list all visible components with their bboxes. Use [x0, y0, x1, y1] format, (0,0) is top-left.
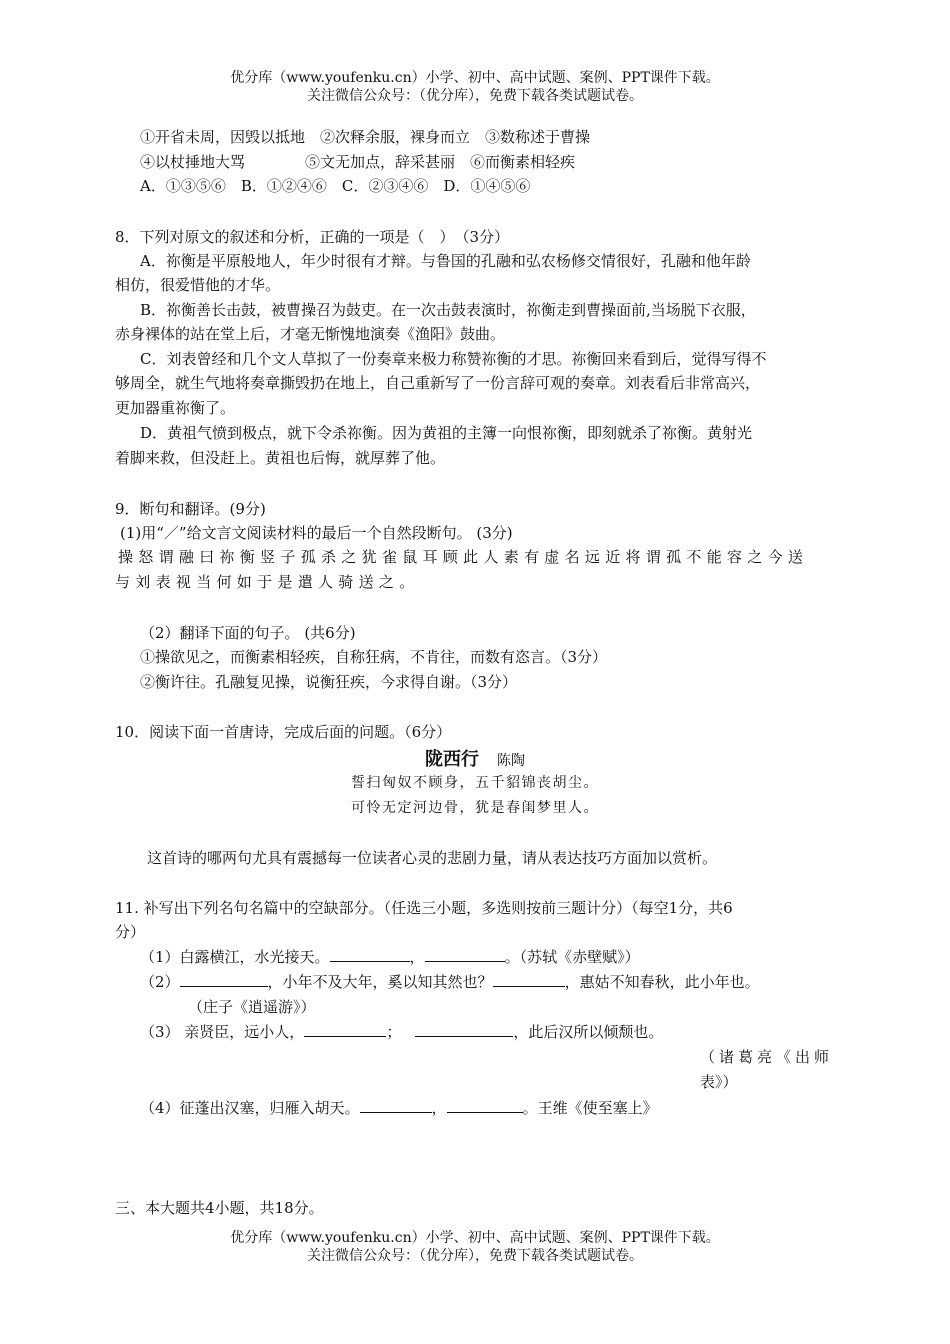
poem-line-2: 可怜无定河边骨，犹是春闺梦里人。 [351, 800, 599, 816]
q8-option-c-line-3: 更加器重祢衡了。 [115, 399, 236, 417]
q11-stem-line-2: 分） [115, 923, 146, 941]
q9-punctuation-text-line-2: 与刘表视当何如于是遣人骑送之。 [115, 573, 420, 591]
q7-options-row-1: ①开省未周，因毁以抵地 ②次释余服，裸身而立 ③数称述于曹操 [140, 128, 591, 146]
answer-blank[interactable] [330, 947, 410, 962]
answer-blank[interactable] [447, 1098, 523, 1113]
q11-item-2: （2） ，小年不及大年，奚以知其然也？ ，惠姑不知春秋，此小年也。 [140, 973, 760, 991]
section-3-heading: 三、本大题共4小题，共18分。 [115, 1199, 324, 1217]
q9-sentence-2: ②衡许往。孔融复见操，说衡狂疾，今求得自谢。（3分） [140, 673, 518, 691]
q11-item-4: （4）征蓬出汉塞，归雁入胡天。 ， 。王维《使至塞上》 [140, 1099, 658, 1117]
q8-option-c-line-1: C．刘表曾经和几个文人草拟了一份奏章来极力称赞祢衡的才思。祢衡回来看到后，觉得写得不 [140, 350, 767, 368]
q9-stem: 9．断句和翻译。(9分) [115, 500, 266, 518]
q11-item-1: （1）白露横江，水光接天。 ， 。（苏轼《赤壁赋》） [140, 948, 640, 966]
q8-option-b-line-2: 赤身裸体的站在堂上后，才毫无惭愧地演奏《渔阳》鼓曲。 [115, 325, 506, 343]
footer-line-2: 关注微信公众号：（优分库），免费下载各类试题试卷。 [307, 1248, 643, 1264]
q8-option-a-line-1: A．祢衡是平原般地人，年少时很有才辩。与鲁国的孔融和弘农杨修交情很好，孔融和他年龄 [140, 252, 751, 270]
q8-stem: 8．下列对原文的叙述和分析，正确的一项是（ ） （3分） [115, 228, 510, 246]
header-line-1: 优分库（www.youfenku.cn）小学、初中、高中试题、案例、PPT课件下载。 [230, 70, 720, 86]
answer-blank[interactable] [360, 1098, 432, 1113]
q10-question: 这首诗的哪两句尤具有震撼每一位读者心灵的悲剧力量，请从表达技巧方面加以赏析。 [147, 849, 718, 867]
q11-item-3: （3） 亲贤臣，远小人， ； ，此后汉所以倾颓也。 [140, 1023, 664, 1041]
q8-option-d-line-2: 着脚来救，但没赶上。黄祖也后悔，就厚葬了他。 [115, 449, 446, 467]
header-line-2: 关注微信公众号：（优分库），免费下载各类试题试卷。 [307, 88, 643, 104]
q8-option-d-line-1: D．黄祖气愤到极点，就下令杀祢衡。因为黄祖的主簿一向恨祢衡，即刻就杀了祢衡。黄射光 [140, 424, 753, 442]
q8-option-c-line-2: 够周全，就生气地将奏章撕毁扔在地上，自己重新写了一份言辞可观的奏章。刘表看后非常高兴， [115, 374, 761, 392]
q11-item-3-source-line-2: 表》） [700, 1073, 738, 1091]
answer-blank[interactable] [493, 972, 565, 987]
answer-blank[interactable] [304, 1022, 386, 1037]
q11-item-2-source: （庄子《逍遥游》） [188, 998, 316, 1016]
footer-line-1: 优分库（www.youfenku.cn）小学、初中、高中试题、案例、PPT课件下载。 [230, 1230, 720, 1246]
q10-stem: 10．阅读下面一首唐诗，完成后面的问题。（6分） [115, 723, 452, 741]
q9-punctuation-text-line-1: 操怒谓融曰祢衡竖子孤杀之犹雀鼠耳顾此人素有虚名远近将谓孤不能容之今送 [118, 548, 809, 566]
poem-title: 陇西行 [425, 749, 479, 770]
q8-option-b-line-1: B．祢衡善长击鼓，被曹操召为鼓吏。在一次击鼓表演时，祢衡走到曹操面前,当场脱下衣服， [140, 301, 756, 319]
poem-author: 陈陶 [497, 753, 525, 769]
q11-item-3-source-line-1: （诸葛亮《出师 [700, 1048, 834, 1066]
q11-stem-line-1: 11. 补写出下列名句名篇中的空缺部分。（任选三小题，多选则按前三题计分）（每空1分，共6 [115, 899, 733, 917]
poem-line-1: 誓扫匈奴不顾身，五千貂锦丧胡尘。 [351, 775, 599, 791]
q7-choices: A．①③⑤⑥ B．①②④⑥ C．②③④⑥ D．①④⑤⑥ [140, 177, 531, 195]
q7-options-row-2: ④以杖捶地大骂 ⑤文无加点，辞采甚丽 ⑥而衡素相轻疾 [140, 153, 576, 171]
q8-option-a-line-2: 相仿，很爱惜他的才华。 [115, 276, 281, 294]
answer-blank[interactable] [425, 947, 505, 962]
q9-part-2: （2）翻译下面的句子。 (共6分) [140, 624, 356, 642]
q9-sentence-1: ①操欲见之，而衡素相轻疾，自称狂病，不肯往，而数有恣言。（3分） [140, 648, 608, 666]
answer-blank[interactable] [415, 1022, 513, 1037]
poem-heading [0, 745, 950, 771]
answer-blank[interactable] [180, 972, 268, 987]
q9-part-1: (1)用“／”给文言文阅读材料的最后一个自然段断句。 (3分) [120, 524, 513, 542]
